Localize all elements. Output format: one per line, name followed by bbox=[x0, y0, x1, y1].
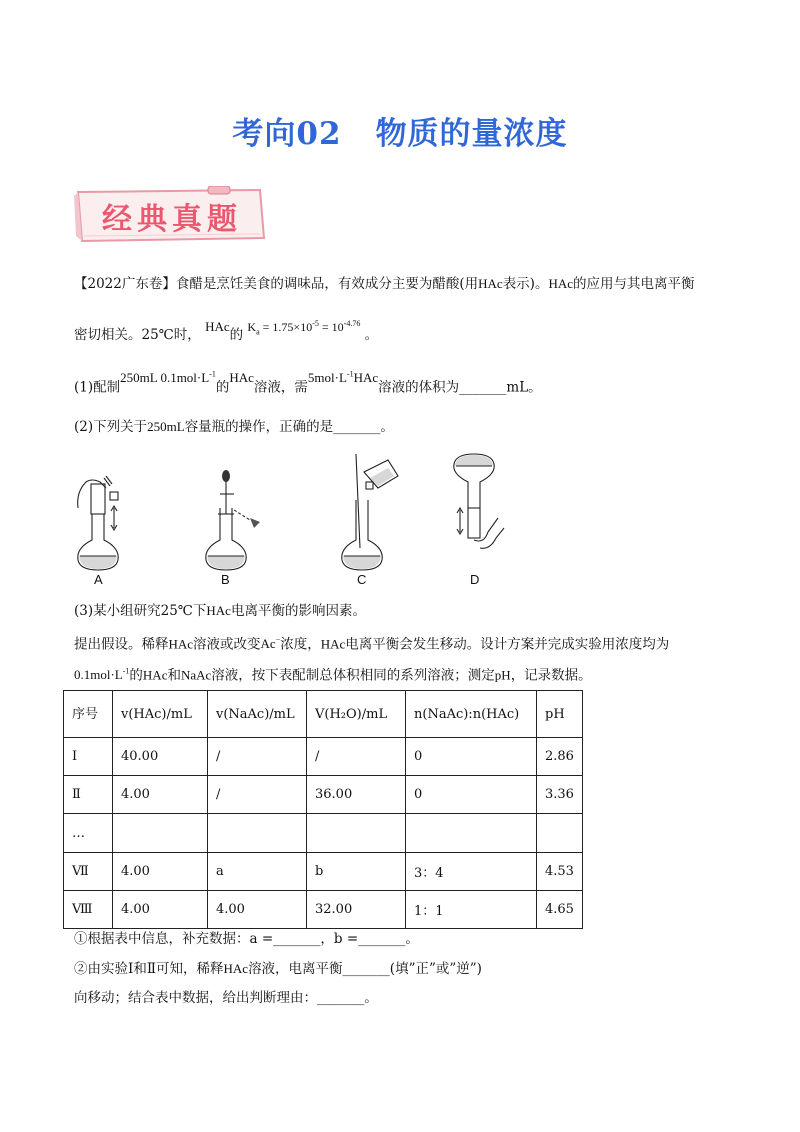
title-prefix: 考向02 bbox=[232, 116, 342, 152]
banner-text: 经典真题 bbox=[102, 202, 242, 237]
hac-formula: HAc bbox=[320, 636, 346, 652]
table-cell: 36.00 bbox=[307, 776, 406, 814]
table-row bbox=[64, 853, 583, 891]
table-header: pH bbox=[537, 691, 583, 738]
table-header: v(NaAc)/mL bbox=[208, 691, 307, 738]
table-header: 序号 bbox=[64, 691, 113, 738]
title-main: 物质的量浓度 bbox=[375, 116, 568, 152]
flask-volume: 250mL bbox=[147, 419, 185, 434]
table-cell: 3：4 bbox=[406, 853, 537, 891]
page-title bbox=[0, 108, 800, 153]
figure-label-c: C bbox=[357, 572, 367, 587]
flask-c-icon bbox=[342, 454, 398, 570]
hac-formula: HAc bbox=[206, 603, 231, 618]
table-cell: 3.36 bbox=[537, 776, 583, 814]
question-intro-line2: 密切相关。25℃时， HAc的 $K_a = 1.75\times 10^{-5} = 10^{-4.76}$ 。 bbox=[74, 319, 379, 343]
hac-formula: HAc bbox=[548, 276, 574, 291]
acetate-ion: Ac− bbox=[260, 636, 281, 652]
table-cell: … bbox=[64, 814, 113, 853]
question-part3: (3)某小组研究25℃下HAc电离平衡的影响因素。 bbox=[74, 603, 366, 619]
solution-concentration: $0.1mol\cdot L^{-1}$ bbox=[74, 667, 130, 683]
hypothesis-line: 提出假设。稀释HAc溶液或改变Ac−浓度，HAc电离平衡会发生移动。设计方案并完成实验用浓度均为 bbox=[74, 636, 670, 653]
table-cell: 32.00 bbox=[307, 891, 406, 929]
table-row bbox=[64, 738, 583, 776]
table-cell: b bbox=[307, 853, 406, 891]
sub-question-2: ②由实验Ⅰ和Ⅱ可知，稀释HAc溶液，电离平衡_______(填”正”或”逆”) bbox=[74, 961, 482, 977]
ka-expression: $K_a = 1.75\times 10^{-5} = 10^{-4.76}$ bbox=[247, 319, 361, 337]
table-cell bbox=[406, 814, 537, 853]
naac-formula: NaAc bbox=[180, 667, 212, 683]
table-cell: 40.00 bbox=[113, 738, 208, 776]
table-row bbox=[64, 776, 583, 814]
section-banner bbox=[74, 186, 270, 244]
table-cell: 0 bbox=[406, 776, 537, 814]
table-cell bbox=[307, 814, 406, 853]
q1-concentration: 250mL $0.1mol\cdot L^{-1}$ bbox=[120, 370, 216, 386]
table-cell: / bbox=[208, 776, 307, 814]
hac-formula: HAc bbox=[229, 370, 254, 386]
flask-d-icon bbox=[454, 454, 504, 548]
data-table bbox=[63, 690, 583, 929]
question-source: 【2022广东卷】 bbox=[74, 276, 176, 292]
figure-label-a: A bbox=[94, 572, 103, 587]
flask-b-icon bbox=[206, 470, 260, 570]
hac-formula: HAc bbox=[478, 276, 503, 291]
table-cell: 4.00 bbox=[113, 776, 208, 814]
question-part1: (1)配制250mL $0.1mol\cdot L^{-1}$的HAc溶液，需$5mol\cdot L^{-1}HAc$溶液的体积为_______mL。 bbox=[74, 370, 542, 396]
table-cell: Ⅱ bbox=[64, 776, 113, 814]
hac-formula: HAc bbox=[223, 961, 249, 976]
hac-formula: HAc bbox=[142, 667, 168, 683]
q1-stock-concentration: $5mol\cdot L^{-1}HAc$ bbox=[307, 370, 379, 386]
table-cell: / bbox=[208, 738, 307, 776]
table-cell: 4.53 bbox=[537, 853, 583, 891]
table-cell: Ⅰ bbox=[64, 738, 113, 776]
table-cell: 2.86 bbox=[537, 738, 583, 776]
table-header-row bbox=[64, 691, 583, 738]
table-cell: a bbox=[208, 853, 307, 891]
table-header: v(HAc)/mL bbox=[113, 691, 208, 738]
table-cell bbox=[537, 814, 583, 853]
sub-question-3: 向移动；结合表中数据，给出判断理由：_______。 bbox=[74, 990, 378, 1006]
table-cell: 0 bbox=[406, 738, 537, 776]
table-cell: 4.65 bbox=[537, 891, 583, 929]
table-header: n(NaAc):n(HAc) bbox=[406, 691, 537, 738]
figure-label-b: B bbox=[221, 572, 230, 587]
table-cell: 1：1 bbox=[406, 891, 537, 929]
table-cell: Ⅶ bbox=[64, 853, 113, 891]
flask-a-icon bbox=[78, 476, 119, 570]
flask-operations-figure bbox=[70, 448, 540, 574]
hac-formula: HAc bbox=[205, 319, 230, 334]
table-cell: 4.00 bbox=[113, 891, 208, 929]
table-row bbox=[64, 891, 583, 929]
table-cell: 4.00 bbox=[113, 853, 208, 891]
question-intro-line1: 【2022广东卷】食醋是烹饪美食的调味品，有效成分主要为醋酸(用HAc表示)。HAc的应用与其电离平衡 bbox=[74, 276, 695, 292]
table-row bbox=[64, 814, 583, 853]
table-cell bbox=[113, 814, 208, 853]
ph-symbol: pH bbox=[494, 667, 511, 683]
table-cell: / bbox=[307, 738, 406, 776]
hac-formula: HAc bbox=[168, 636, 194, 652]
table-header: V(H₂O)/mL bbox=[307, 691, 406, 738]
figure-label-d: D bbox=[470, 572, 480, 587]
table-cell bbox=[208, 814, 307, 853]
table-cell: Ⅷ bbox=[64, 891, 113, 929]
sub-question-1: ①根据表中信息，补充数据：a =_______，b =_______。 bbox=[74, 931, 419, 947]
table-cell: 4.00 bbox=[208, 891, 307, 929]
solution-line: $0.1mol\cdot L^{-1}$的HAc和NaAc溶液，按下表配制总体积相同的系列溶液；测定pH，记录数据。 bbox=[74, 667, 592, 684]
question-part2: (2)下列关于250mL容量瓶的操作，正确的是_______。 bbox=[74, 419, 394, 435]
